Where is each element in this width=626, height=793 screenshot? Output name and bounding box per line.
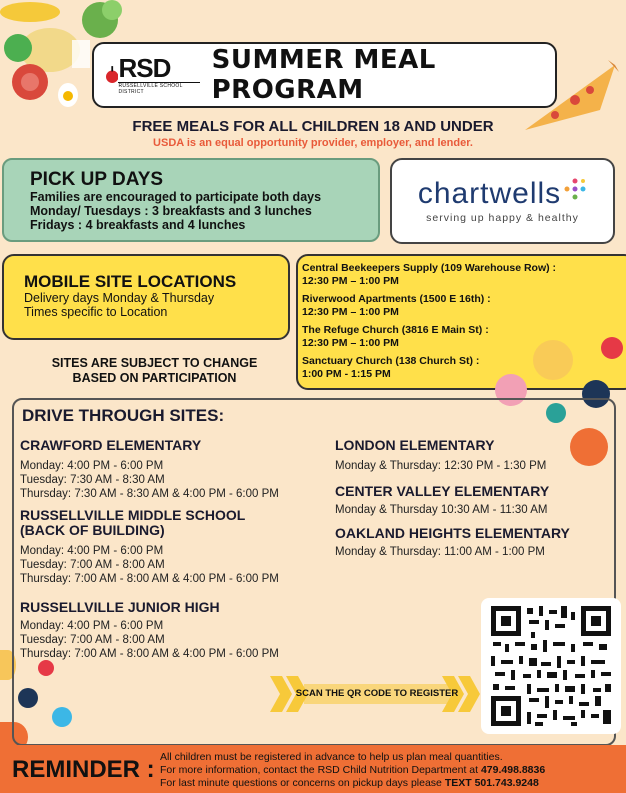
mobile-site-name: The Refuge Church (3816 E Main St) : bbox=[302, 324, 489, 336]
reminder-title: REMINDER : bbox=[12, 756, 155, 783]
mobile-site-name: Riverwood Apartments (1500 E 16th) : bbox=[302, 293, 491, 305]
mobile-site-time: 12:30 PM – 1:00 PM bbox=[302, 337, 399, 349]
chartwells-name: chartwells bbox=[417, 177, 562, 210]
scan-qr-text: SCAN THE QR CODE TO REGISTER bbox=[295, 688, 459, 699]
schedule-line: Tuesday: 7:30 AM - 8:30 AM bbox=[20, 474, 165, 486]
school-name: RUSSELLVILLE JUNIOR HIGH bbox=[20, 599, 220, 615]
mobile-site-time: 12:30 PM – 1:00 PM bbox=[302, 275, 399, 287]
qr-code-icon bbox=[481, 598, 621, 734]
schedule-line: Monday & Thursday: 12:30 PM - 1:30 PM bbox=[335, 460, 547, 472]
mobile-line: Delivery days Monday & Thursday bbox=[24, 291, 215, 305]
school-crawford bbox=[20, 438, 330, 501]
school-junior-high bbox=[20, 600, 330, 661]
school-london bbox=[335, 438, 605, 473]
mobile-site-time: 1:00 PM - 1:15 PM bbox=[302, 368, 391, 380]
mobile-line: Times specific to Location bbox=[24, 305, 168, 319]
school-oakland-heights bbox=[335, 526, 615, 559]
free-meals-line: FREE MEALS FOR ALL CHILDREN 18 AND UNDER bbox=[132, 118, 494, 135]
schedule-line: Monday: 4:00 PM - 6:00 PM bbox=[20, 460, 164, 472]
mobile-site-time: 12:30 PM – 1:00 PM bbox=[302, 306, 399, 318]
schedule-line: Thursday: 7:30 AM - 8:30 AM & 4:00 PM - 6:00 PM bbox=[20, 488, 279, 500]
reminder-line bbox=[160, 764, 545, 776]
school-middle bbox=[20, 508, 330, 586]
notice-line: SITES ARE SUBJECT TO CHANGE bbox=[51, 356, 258, 370]
pickup-line: Families are encouraged to participate both days bbox=[30, 190, 322, 204]
logo-text: RSD bbox=[118, 53, 171, 83]
reminder-line-text: For last minute questions or concerns on pickup days please bbox=[160, 777, 442, 789]
school-center-valley bbox=[335, 484, 605, 517]
schedule-line: Monday & Thursday 10:30 AM - 11:30 AM bbox=[335, 504, 548, 516]
schedule-line: Thursday: 7:00 AM - 8:00 AM & 4:00 PM - 6:00 PM bbox=[20, 573, 279, 585]
schedule-line: Thursday: 7:00 AM - 8:00 AM & 4:00 PM - 6:00 PM bbox=[20, 648, 279, 660]
reminder-line bbox=[160, 777, 539, 789]
schedule-line: Tuesday: 7:00 AM - 8:00 AM bbox=[20, 559, 165, 571]
reminder-line: All children must be registered in advance to help us plan meal quantities. bbox=[160, 751, 503, 763]
dots-icon bbox=[563, 177, 587, 201]
pickup-line: Monday/ Tuesdays : 3 breakfasts and 3 lunches bbox=[30, 204, 312, 218]
school-name: CENTER VALLEY ELEMENTARY bbox=[335, 483, 550, 499]
school-name: RUSSELLVILLE MIDDLE SCHOOL bbox=[20, 507, 246, 523]
header-banner bbox=[92, 42, 557, 108]
drive-through-title: DRIVE THROUGH SITES: bbox=[22, 406, 225, 425]
decor-dot bbox=[601, 337, 623, 359]
chartwells-tagline: serving up happy & healthy bbox=[426, 212, 579, 224]
decor-dot bbox=[533, 340, 573, 380]
chartwells-logo bbox=[390, 158, 615, 244]
schedule-line: Monday: 4:00 PM - 6:00 PM bbox=[20, 545, 164, 557]
qr-code[interactable] bbox=[481, 598, 621, 734]
mobile-sites-list bbox=[296, 254, 626, 390]
school-name-note: (BACK OF BUILDING) bbox=[20, 522, 165, 538]
pickup-line: Fridays : 4 breakfasts and 4 lunches bbox=[30, 218, 246, 232]
apple-icon bbox=[106, 63, 118, 87]
phone-number[interactable]: 479.498.8836 bbox=[480, 764, 546, 776]
reminder-line-text: For more information, contact the RSD Child Nutrition Department at bbox=[160, 764, 479, 776]
logo-subtext: RUSSELLVILLE SCHOOL DISTRICT bbox=[118, 82, 199, 95]
mobile-site-name: Central Beekeepers Supply (109 Warehouse Row) : bbox=[302, 262, 557, 274]
school-name: OAKLAND HEIGHTS ELEMENTARY bbox=[335, 525, 570, 541]
mobile-locations-box bbox=[2, 254, 290, 340]
school-name: LONDON ELEMENTARY bbox=[335, 437, 495, 453]
notice-line: BASED ON PARTICIPATION bbox=[72, 371, 237, 385]
schedule-line: Monday & Thursday: 11:00 AM - 1:00 PM bbox=[335, 546, 545, 558]
page-title: SUMMER MEAL PROGRAM bbox=[211, 45, 436, 105]
pickup-title: PICK UP DAYS bbox=[30, 169, 164, 190]
sites-change-notice bbox=[12, 356, 297, 386]
school-name: CRAWFORD ELEMENTARY bbox=[20, 437, 202, 453]
schedule-line: Monday: 4:00 PM - 6:00 PM bbox=[20, 620, 164, 632]
schedule-line: Tuesday: 7:00 AM - 8:00 AM bbox=[20, 634, 165, 646]
pickup-days-box bbox=[2, 158, 380, 242]
mobile-title: MOBILE SITE LOCATIONS bbox=[24, 272, 237, 291]
rsd-logo bbox=[106, 55, 200, 95]
usda-line: USDA is an equal opportunity provider, employer, and lender. bbox=[153, 137, 473, 149]
mobile-site-name: Sanctuary Church (138 Church St) : bbox=[302, 355, 480, 367]
text-number[interactable]: TEXT 501.743.9248 bbox=[444, 777, 539, 789]
